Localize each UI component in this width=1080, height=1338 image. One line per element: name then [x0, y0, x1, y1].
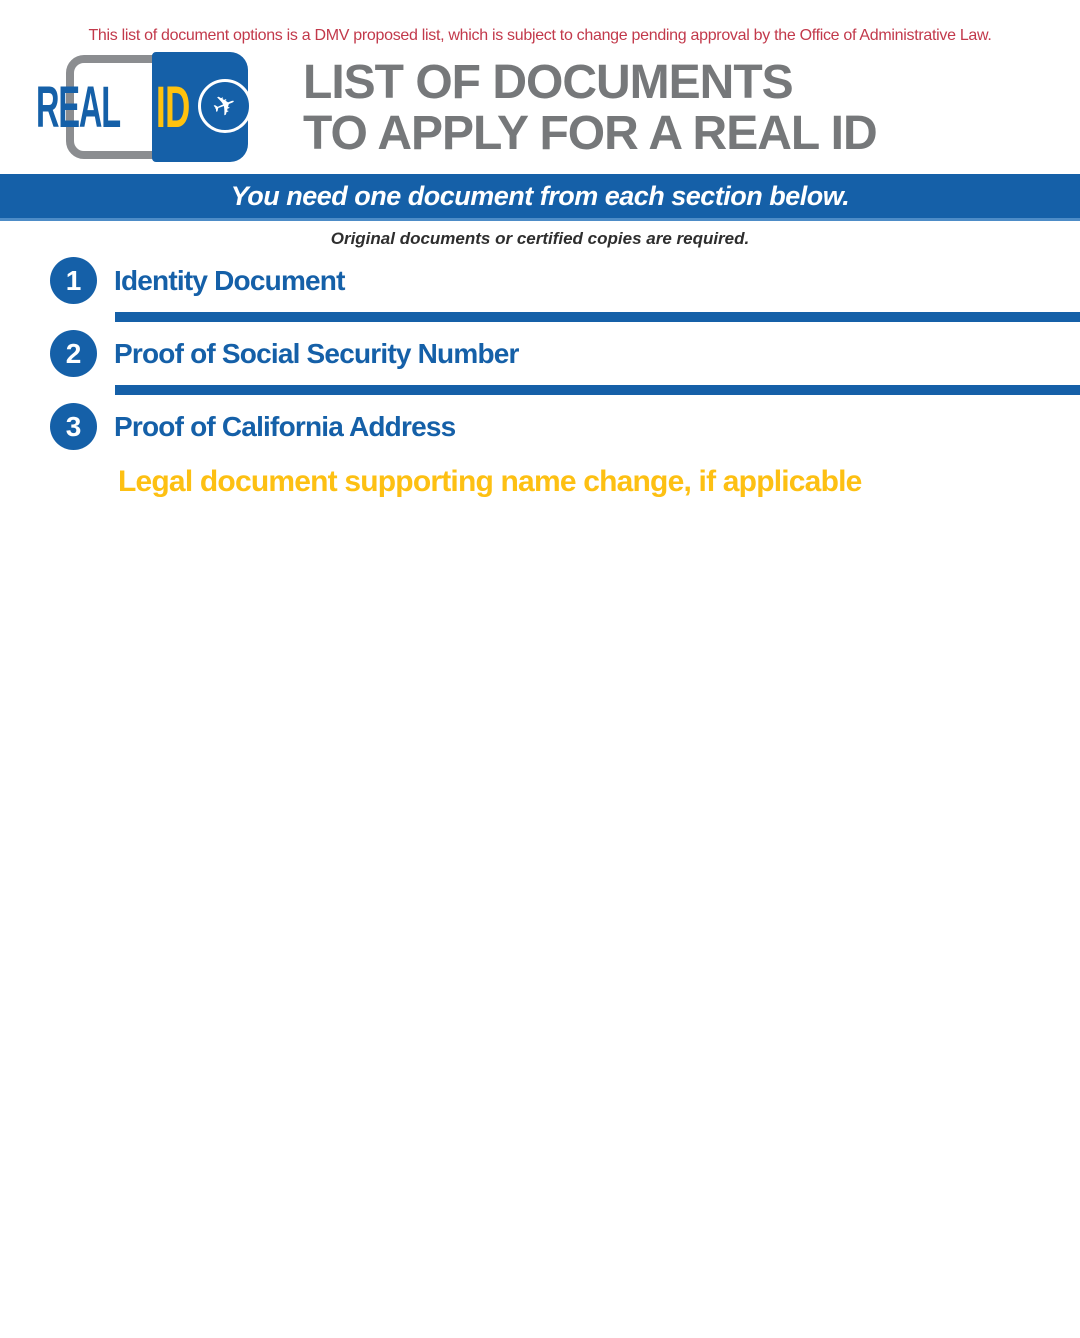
section-header: [50, 330, 1080, 377]
section-number-badge: 1: [50, 257, 97, 304]
section-heading: Identity Document: [114, 264, 345, 296]
section-heading: Proof of Social Security Number: [114, 337, 519, 369]
section-number-badge: 2: [50, 330, 97, 377]
section-divider: [115, 312, 1080, 322]
original-documents-note: Original documents or certified copies are required.: [330, 229, 750, 248]
page-header: [0, 46, 1080, 164]
section-name-change: [0, 464, 1080, 502]
page-title: [303, 57, 877, 160]
logo-text-real: REAL: [36, 75, 120, 140]
section-header: [50, 403, 1080, 450]
section-number-badge: 3: [50, 403, 97, 450]
section-divider: [115, 385, 1080, 395]
page-title-line1: LIST OF DOCUMENTS: [303, 55, 793, 109]
name-change-heading: Legal document supporting name change, if applicable: [118, 465, 862, 498]
real-id-logo: [36, 52, 275, 164]
page-title-line2: TO APPLY FOR A REAL ID: [303, 107, 877, 160]
airplane-icon: ✈: [198, 79, 252, 133]
instruction-banner: You need one document from each section below.: [0, 174, 1080, 221]
section-header: [50, 257, 1080, 304]
section-california-address: [0, 403, 1080, 450]
section-social-security: [0, 330, 1080, 377]
section-identity-document: [0, 257, 1080, 304]
disclaimer-text: This list of document options is a DMV proposed list, which is subject to change pending approval by the Office of Administrative Law.: [88, 27, 992, 44]
section-heading: Proof of California Address: [114, 410, 456, 442]
logo-text-id: ID: [156, 75, 190, 140]
